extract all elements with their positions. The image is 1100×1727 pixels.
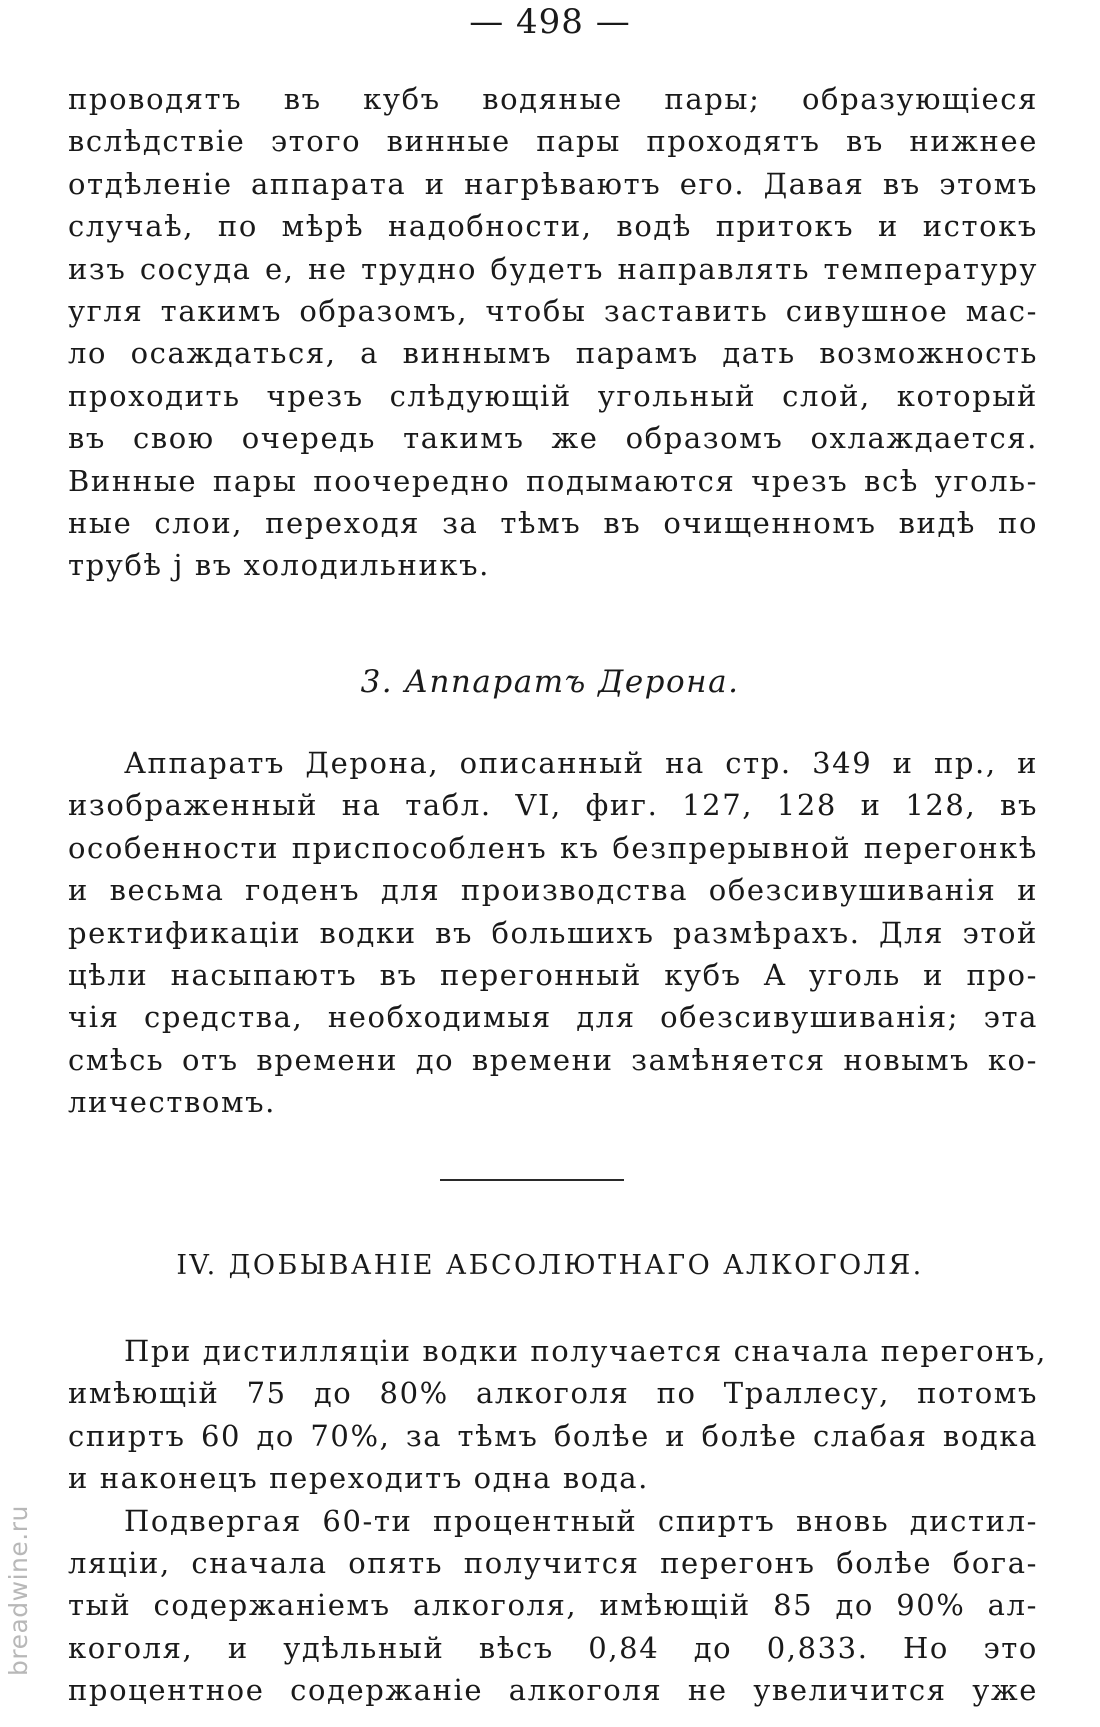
text-line: отдѣленіе аппарата и нагрѣваютъ его. Давая въ этомъ — [68, 166, 1038, 201]
text-line: и наконецъ переходитъ одна вода. — [68, 1461, 649, 1496]
page-number: — 498 — — [469, 2, 631, 42]
text-line: тый содержаніемъ алкоголя, имѣющій 85 до 90% ал- — [68, 1588, 1038, 1623]
text-line: коголя, и удѣльный вѣсъ 0,84 до 0,833. Но это — [68, 1630, 1038, 1665]
paragraph-continued — [68, 78, 1038, 587]
text-line: и весьма годенъ для производства обезсивушиванія и — [68, 873, 1038, 908]
text-line: личествомъ. — [68, 1085, 276, 1120]
text-line: чія средства, необходимыя для обезсивушиванія; эта — [68, 1000, 1038, 1035]
section-heading-deron: 3. Аппаратъ Дерона. — [360, 664, 740, 700]
text-line: Подвергая 60-ти процентный спиртъ вновь дистил- — [124, 1503, 1038, 1538]
text-line: цѣли насыпаютъ въ перегонный кубъ A уголь и про- — [68, 957, 1038, 992]
text-line: имѣющій 75 до 80% алкоголя по Траллесу, потомъ — [68, 1376, 1038, 1411]
text-line: ректификаціи водки въ большихъ размѣрахъ. Для этой — [68, 915, 1038, 950]
chapter-heading-absolute-alcohol: IV. ДОБЫВАНІЕ АБСОЛЮТНАГО АЛКОГОЛЯ. — [176, 1250, 924, 1281]
text-line: изъ сосуда e, не трудно будетъ направлять температуру — [68, 251, 1038, 286]
text-line: Аппаратъ Дерона, описанный на стр. 349 и пр., и — [124, 746, 1038, 780]
text-line: вслѣдствіе этого винные пары проходятъ въ нижнее — [68, 124, 1038, 159]
text-line: изображенный на табл. VI, фиг. 127, 128 и 128, въ — [68, 788, 1038, 823]
text-line: особенности приспособленъ къ безпрерывной перегонкѣ — [68, 830, 1038, 865]
text-line: ляціи, сначала опять получится перегонъ болѣе бога- — [68, 1545, 1038, 1580]
text-line: въ свою очередь такимъ же образомъ охлаждается. — [68, 421, 1038, 456]
paragraph-absolute-alcohol — [68, 1330, 1047, 1712]
section-divider — [440, 1179, 624, 1181]
text-line: трубѣ j въ холодильникъ. — [68, 548, 490, 583]
text-line: угля такимъ образомъ, чтобы заставить сивушное мас- — [68, 293, 1038, 328]
text-line: смѣсь отъ времени до времени замѣняется новымъ ко- — [68, 1042, 1038, 1077]
watermark-text: breadwine.ru — [4, 1505, 33, 1676]
text-line: проводятъ въ кубъ водяные пары; образующіеся — [68, 82, 1038, 116]
text-line: проходить чрезъ слѣдующій угольный слой, который — [68, 378, 1038, 413]
text-line: ло осаждаться, а виннымъ парамъ дать возможность — [68, 336, 1038, 371]
text-line: Винные пары поочередно подымаются чрезъ всѣ уголь- — [68, 463, 1038, 498]
text-line: При дистилляціи водки получается сначала перегонъ, — [124, 1334, 1047, 1368]
text-line: процентное содержаніе алкоголя не увеличится уже — [68, 1673, 1038, 1708]
paragraph-deron-apparatus — [68, 742, 1038, 1124]
text-line: случаѣ, по мѣрѣ надобности, водѣ притокъ и истокъ — [68, 209, 1038, 244]
text-line: спиртъ 60 до 70%, за тѣмъ болѣе и болѣе слабая водка — [68, 1418, 1038, 1453]
text-line: ные слои, переходя за тѣмъ въ очищенномъ видѣ по — [68, 505, 1038, 540]
